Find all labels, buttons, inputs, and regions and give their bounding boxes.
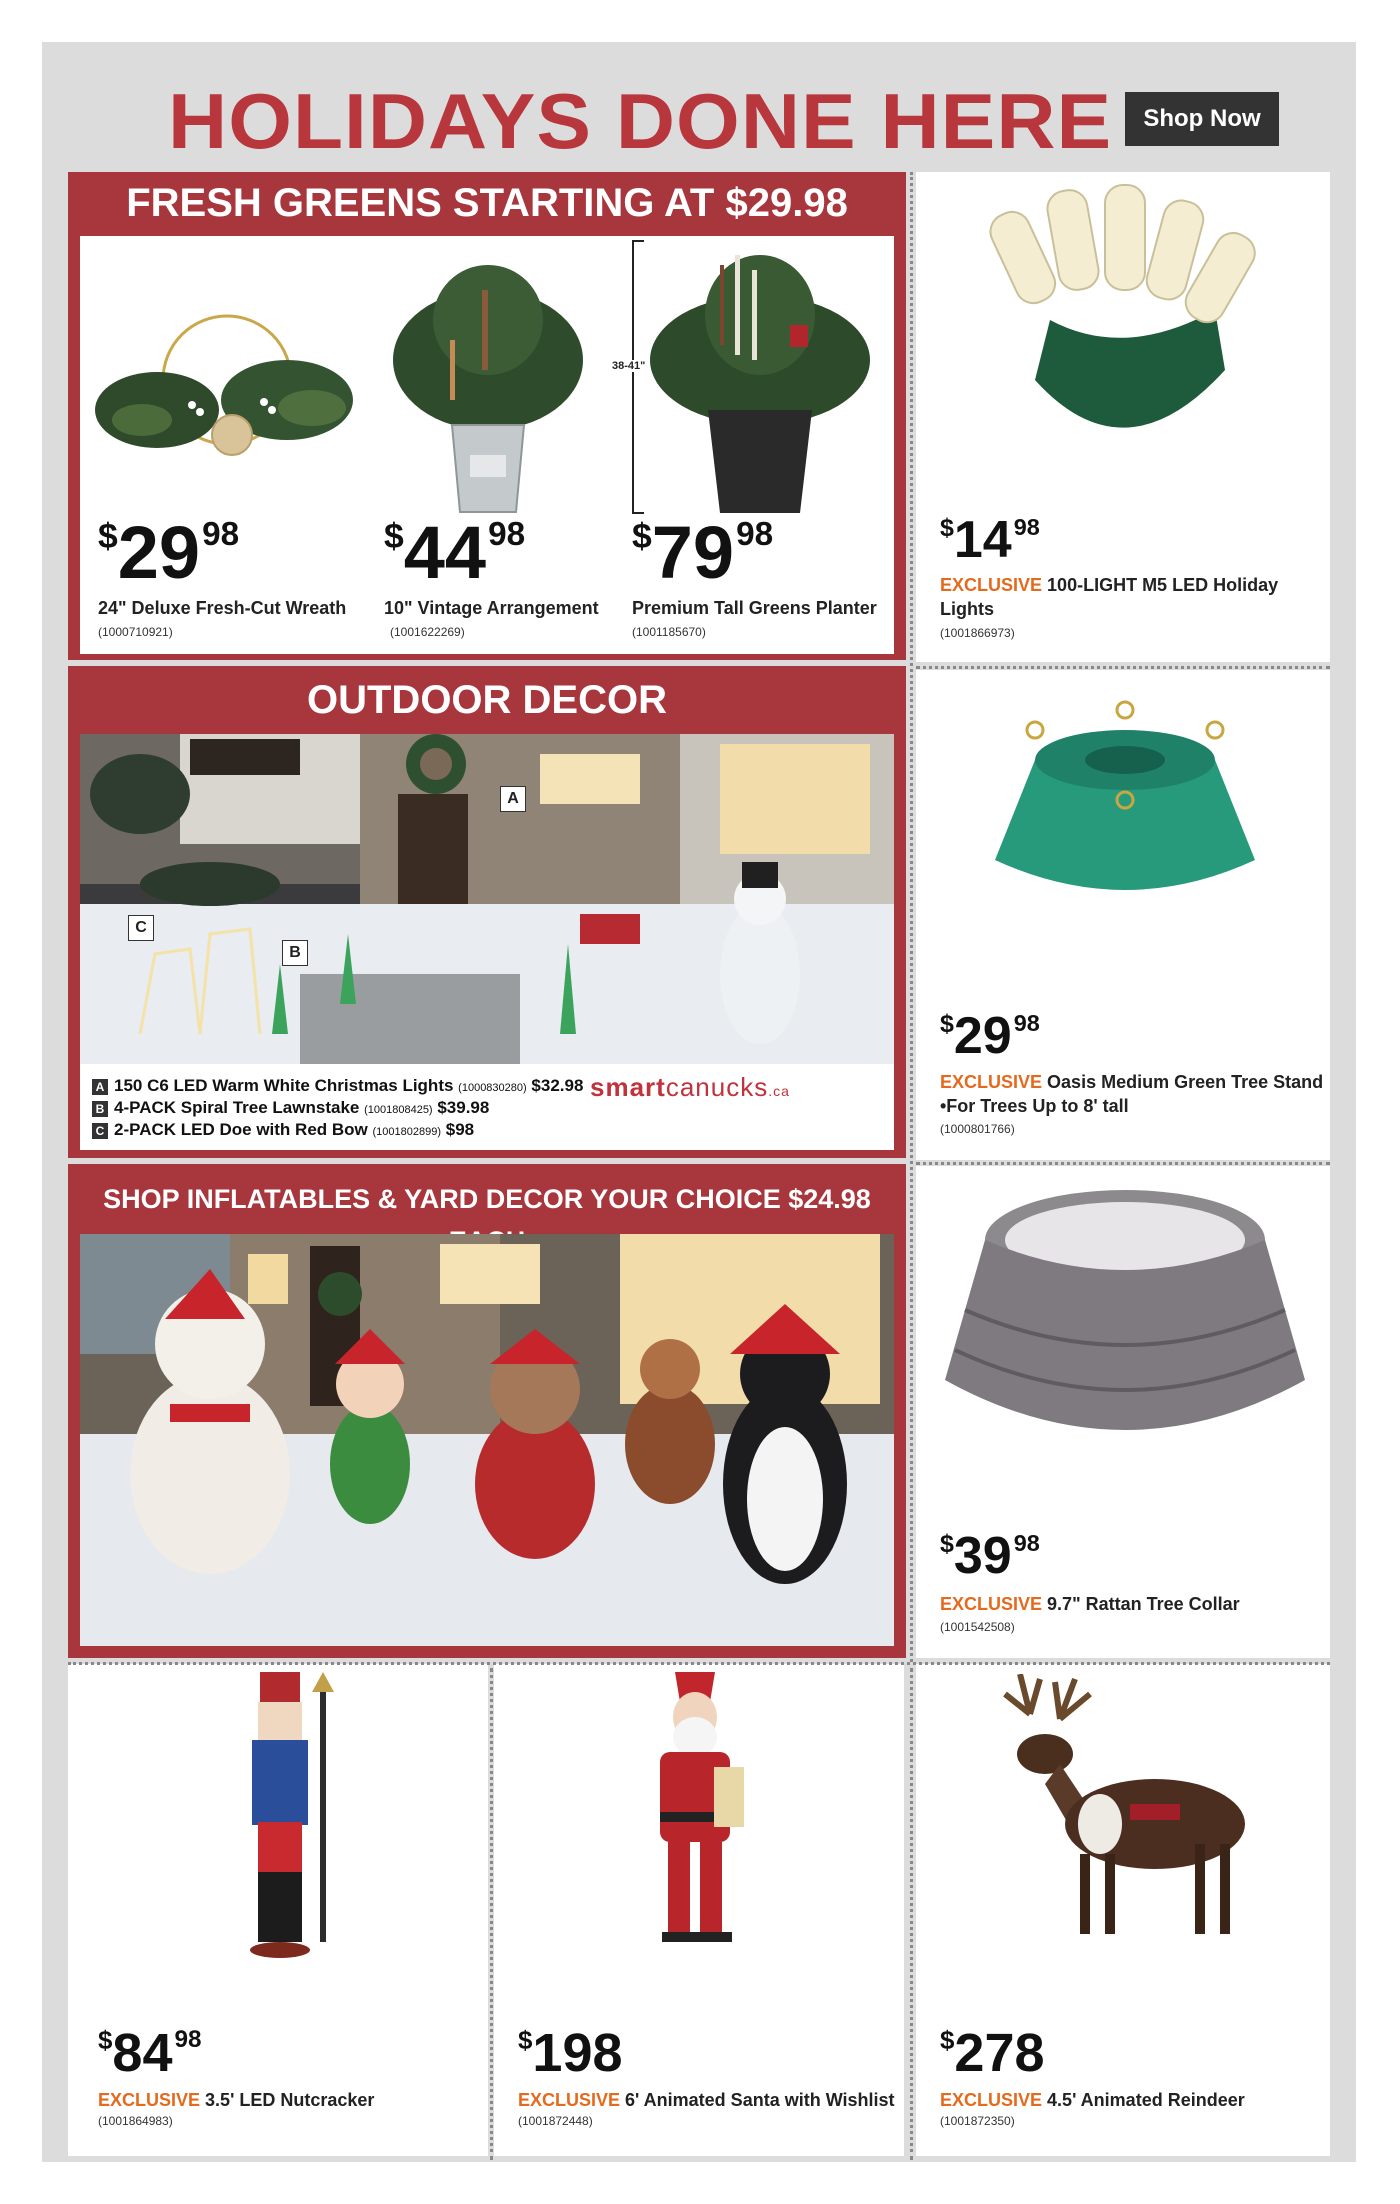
reindeer-image xyxy=(1000,1674,1250,1954)
scene-tag-c: C xyxy=(128,915,154,941)
divider-vertical-bottom-1 xyxy=(490,1668,493,2160)
divider-bottom-row xyxy=(68,1662,1330,1665)
scene-tag-b: B xyxy=(282,940,308,966)
tree-collar-name: EXCLUSIVE 9.7" Rattan Tree Collar xyxy=(940,1594,1240,1614)
tree-stand-price: $^{\$}29^{98}$ xyxy=(940,1007,1040,1065)
tree-collar-price: $^{\$}39^{98}$ xyxy=(940,1527,1040,1585)
holiday-lights-sku: (1001866973) xyxy=(940,626,1015,640)
reindeer-name: EXCLUSIVE 4.5' Animated Reindeer xyxy=(940,2090,1245,2110)
divider-vertical-bottom-2 xyxy=(910,1668,913,2160)
arrangement-sku: (1001622269) xyxy=(390,625,465,639)
tree-stand-sku: (1000801766) xyxy=(940,1122,1015,1136)
tree-stand-image xyxy=(975,700,1275,910)
nutcracker-name: EXCLUSIVE 3.5' LED Nutcracker xyxy=(98,2090,375,2110)
planter-name: Premium Tall Greens Planter xyxy=(632,598,877,618)
legend-row-a: A 150 C6 LED Warm White Christmas Lights (1000830280) $32.98 xyxy=(92,1076,583,1096)
holiday-lights-name: EXCLUSIVE 100-LIGHT M5 LED Holiday Lights xyxy=(940,575,1279,619)
tree-collar-image xyxy=(935,1180,1315,1460)
shop-now-button[interactable]: Shop Now xyxy=(1125,92,1279,146)
santa-price: $198 xyxy=(518,2023,623,2083)
reindeer-sku: (1001872350) xyxy=(940,2114,1015,2128)
headline: HOLIDAYS DONE HERE xyxy=(168,77,1113,165)
santa-sku: (1001872448) xyxy=(518,2114,593,2128)
planter-sku: (1001185670) xyxy=(632,625,706,639)
reindeer-price: $278 xyxy=(940,2023,1045,2083)
tall-greens-planter-image[interactable] xyxy=(640,245,880,520)
outdoor-decor-scene[interactable] xyxy=(80,734,894,1064)
legend-row-c: C 2-PACK LED Doe with Red Bow (1001802899) $98 xyxy=(92,1120,474,1140)
arrangement-price: $^{\$}44^{98}$ xyxy=(384,511,526,594)
planter-dimension-tick-top xyxy=(632,240,644,242)
divider-vertical-right xyxy=(910,172,913,1662)
wreath-price: $^{\$}29^{98}$ xyxy=(98,511,240,594)
vintage-arrangement-image[interactable] xyxy=(380,250,600,515)
wreath-name: 24" Deluxe Fresh-Cut Wreath xyxy=(98,598,347,618)
arrangement-name: 10" Vintage Arrangement xyxy=(384,598,599,618)
planter-dimension-label: 38-41" xyxy=(612,360,646,372)
tree-stand-name: EXCLUSIVE Oasis Medium Green Tree Stand •For Trees Up to 8' tall xyxy=(940,1072,1324,1116)
nutcracker-sku: (1001864983) xyxy=(98,2114,173,2128)
nutcracker-image xyxy=(220,1672,340,1962)
planter-price: $^{\$}79^{98}$ xyxy=(632,511,774,594)
tree-collar-sku: (1001542508) xyxy=(940,1620,1015,1634)
wreath-image[interactable] xyxy=(82,290,372,490)
fresh-greens-title: FRESH GREENS STARTING AT $29.98 xyxy=(126,181,848,225)
inflatables-scene[interactable] xyxy=(80,1234,894,1646)
planter-dimension-line xyxy=(632,240,634,514)
legend-row-b: B 4-PACK Spiral Tree Lawnstake (1001808425) $39.98 xyxy=(92,1098,489,1118)
divider-right-2 xyxy=(916,1162,1330,1165)
watermark-logo: smartcanucks.ca xyxy=(590,1072,790,1102)
wreath-sku: (1000710921) xyxy=(98,625,173,639)
nutcracker-price: $^{\$}84^{98}$ xyxy=(98,2023,202,2083)
holiday-lights-price: $^{\$}14^{98}$ xyxy=(940,511,1040,569)
santa-image xyxy=(630,1672,760,1962)
divider-right-1 xyxy=(916,666,1330,669)
outdoor-decor-title: OUTDOOR DECOR xyxy=(307,678,667,722)
scene-tag-a: A xyxy=(500,786,526,812)
holiday-lights-image xyxy=(975,180,1275,470)
santa-name: EXCLUSIVE 6' Animated Santa with Wishlist xyxy=(518,2090,895,2110)
inflatables-title: SHOP INFLATABLES & YARD DECOR YOUR CHOICE $24.98 xyxy=(103,1184,871,1214)
